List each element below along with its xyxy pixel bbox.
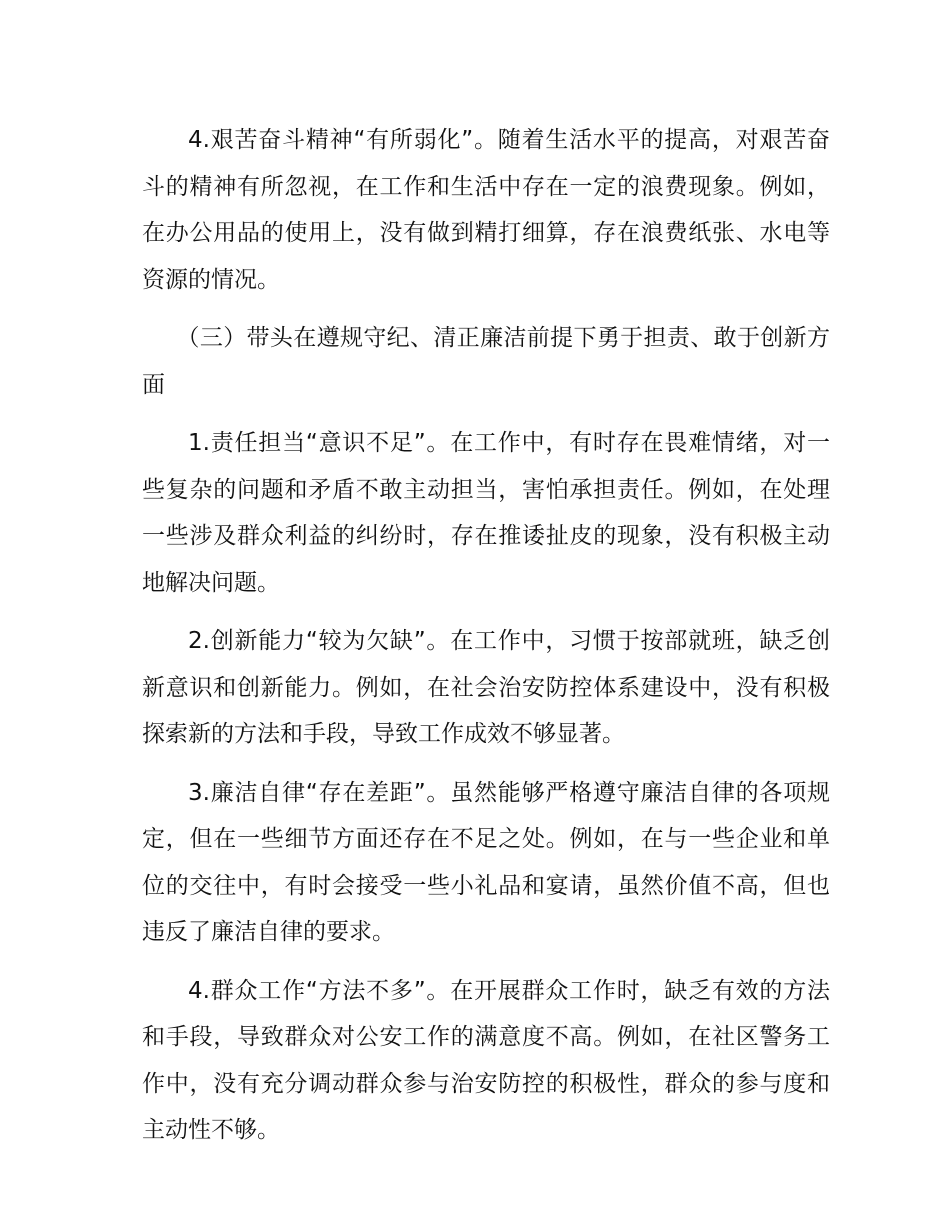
document-body	[142, 117, 830, 1166]
section-heading-three: （三）带头在遵规守纪、清正廉洁前提下勇于担责、敢于创新方面	[142, 325, 830, 398]
paragraph-responsibility: 1.责任担当“意识不足”。在工作中，有时存在畏难情绪，对一些复杂的问题和矛盾不敢主动担当，害怕承担责任。例如，在处理一些涉及群众利益的纠纷时，存在推诿扯皮的现象，没有积极主动地解决问题。	[142, 430, 830, 596]
paragraph-innovation: 2.创新能力“较为欠缺”。在工作中，习惯于按部就班，缺乏创新意识和创新能力。例如，在社会治安防控体系建设中，没有积极探索新的方法和手段，导致工作成效不够显著。	[142, 628, 830, 747]
paragraph-integrity: 3.廉洁自律“存在差距”。虽然能够严格遵守廉洁自律的各项规定，但在一些细节方面还存在不足之处。例如，在与一些企业和单位的交往中，有时会接受一些小礼品和宴请，虽然价值不高，但也违反了廉洁自律的要求。	[142, 779, 830, 945]
paragraph-mass-work: 4.群众工作“方法不多”。在开展群众工作时，缺乏有效的方法和手段，导致群众对公安工作的满意度不高。例如，在社区警务工作中，没有充分调动群众参与治安防控的积极性，群众的参与度和主动性不够。	[142, 977, 830, 1143]
paragraph-frugality: 4.艰苦奋斗精神“有所弱化”。随着生活水平的提高，对艰苦奋斗的精神有所忽视，在工作和生活中存在一定的浪费现象。例如，在办公用品的使用上，没有做到精打细算，存在浪费纸张、水电等资源的情况。	[142, 127, 830, 293]
